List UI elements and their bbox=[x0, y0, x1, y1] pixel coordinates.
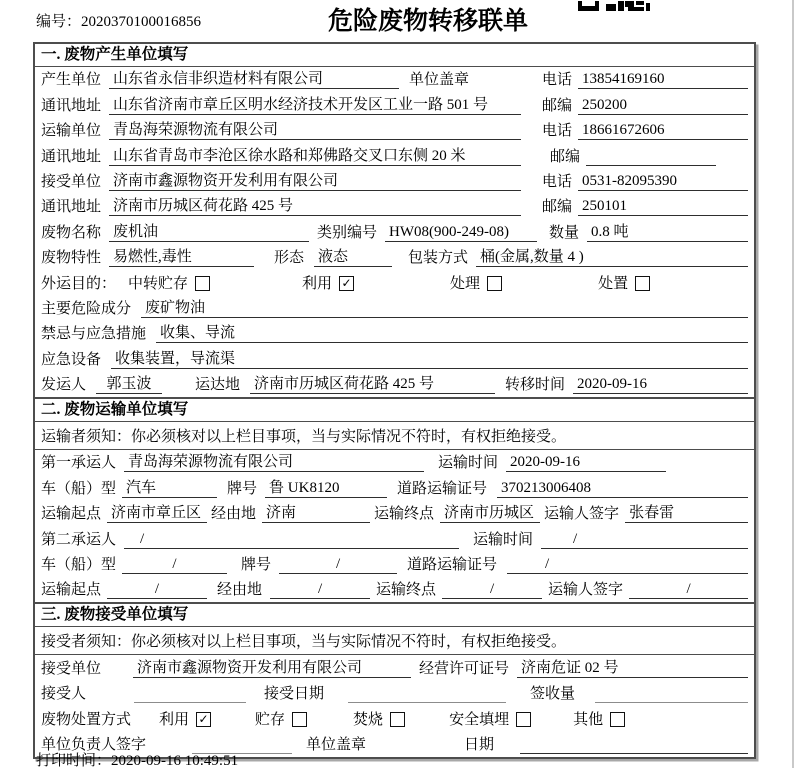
category-code-value: HW08(900-249-08) bbox=[385, 224, 537, 242]
unit-seal2-label: 单位盖章 bbox=[306, 736, 367, 753]
unit-seal-label: 单位盖章 bbox=[409, 72, 470, 89]
plate2-value: / bbox=[279, 556, 397, 574]
row-hazard-component bbox=[35, 296, 754, 321]
row-vehicle1 bbox=[35, 475, 754, 500]
plate2-label: 牌号 bbox=[241, 557, 272, 574]
end2-label: 运输终点 bbox=[376, 582, 437, 599]
emergency-equipment-label: 应急设备 bbox=[41, 351, 102, 368]
transporter-sign1-value: 张春雷 bbox=[625, 501, 748, 523]
section3-header: 三. 废物接受单位填写 bbox=[35, 602, 754, 627]
transport-time2-label: 运输时间 bbox=[473, 531, 534, 548]
waste-character-value: 易燃性,毒性 bbox=[109, 245, 254, 267]
vehicle2-type-label: 车（船）型 bbox=[41, 557, 117, 574]
purpose-dispose-label: 处置 bbox=[598, 275, 629, 292]
accept-date-value bbox=[348, 686, 506, 703]
road-license2-value: / bbox=[507, 556, 748, 574]
receiver-zip-value: 250101 bbox=[578, 198, 748, 216]
transport-time1-label: 运输时间 bbox=[438, 455, 499, 472]
transport-unit-value: 青岛海荣源物流有限公司 bbox=[109, 118, 521, 140]
carrier2-label: 第二承运人 bbox=[41, 531, 117, 548]
via1-label: 经由地 bbox=[211, 506, 257, 523]
row-transfer-purpose bbox=[35, 270, 754, 295]
category-code-label: 类别编号 bbox=[317, 224, 378, 241]
transport-unit-label: 运输单位 bbox=[41, 123, 102, 140]
waste-name-value: 废机油 bbox=[109, 220, 309, 242]
form-state-value: 液态 bbox=[314, 245, 392, 267]
doc-number bbox=[36, 10, 201, 31]
disposal-incinerate-label: 焚烧 bbox=[353, 711, 384, 728]
accept-date-label: 接受日期 bbox=[264, 686, 325, 703]
producer-label: 产生单位 bbox=[41, 72, 102, 89]
shipper-label: 发运人 bbox=[41, 377, 87, 394]
transporter-sign1-label: 运输人签字 bbox=[544, 506, 620, 523]
quantity-value: 0.8 吨 bbox=[587, 220, 748, 242]
row-accept-unit bbox=[35, 655, 754, 680]
origin2-label: 运输起点 bbox=[41, 582, 102, 599]
page-title: 危险废物转移联单 bbox=[328, 8, 529, 35]
quantity-label: 数量 bbox=[549, 224, 580, 241]
row-carrier1 bbox=[35, 450, 754, 475]
producer-zip-label: 邮编 bbox=[541, 97, 572, 114]
producer-address-value: 山东省济南市章丘区明水经济技术开发区工业一路 501 号 bbox=[109, 93, 521, 115]
road-license1-value: 370213006408 bbox=[497, 480, 748, 498]
shipper-value: 郭玉波 bbox=[96, 372, 162, 394]
purpose-utilize-checkbox: ✓ bbox=[339, 276, 354, 291]
taboo-measures-value: 收集、导流 bbox=[156, 321, 748, 343]
origin2-value: / bbox=[107, 581, 207, 599]
row-transport-unit bbox=[35, 118, 754, 143]
road-license2-label: 道路运输证号 bbox=[407, 557, 498, 574]
origin1-label: 运输起点 bbox=[41, 506, 102, 523]
permit-number-label: 经营许可证号 bbox=[419, 660, 510, 677]
disposal-store-checkbox bbox=[292, 712, 307, 727]
row-route1 bbox=[35, 501, 754, 526]
purpose-utilize-label: 利用 bbox=[302, 275, 333, 292]
accept-person-label: 接受人 bbox=[41, 686, 87, 703]
producer-value: 山东省永信非织造材料有限公司 bbox=[109, 67, 399, 89]
received-amount-value bbox=[595, 686, 748, 703]
transport-zip-value bbox=[586, 149, 716, 166]
via1-value: 济南 bbox=[262, 501, 370, 523]
form-state-label: 形态 bbox=[274, 250, 305, 267]
transport-address-value: 山东省青岛市李沧区徐水路和郑佛路交叉口东侧 20 米 bbox=[109, 144, 521, 166]
transfer-purpose-label: 外运目的： bbox=[41, 275, 117, 292]
print-time: 打印时间：2020-09-16 10:49:51 bbox=[36, 753, 239, 769]
disposal-method-label: 废物处置方式 bbox=[41, 711, 132, 728]
purpose-treat-label: 处理 bbox=[450, 275, 481, 292]
accept-unit-value: 济南市鑫源物资开发利用有限公司 bbox=[133, 656, 411, 678]
transporter-sign2-value: / bbox=[629, 581, 748, 599]
via2-label: 经由地 bbox=[217, 582, 263, 599]
producer-phone-value: 13854169160 bbox=[578, 71, 748, 89]
row-shipper bbox=[35, 372, 754, 397]
packing-value: 桶(金属,数量 4 ) bbox=[476, 245, 748, 267]
row-waste-character bbox=[35, 245, 754, 270]
seal-date-value bbox=[520, 737, 748, 754]
destination-value: 济南市历城区荷花路 425 号 bbox=[250, 372, 495, 394]
carrier2-value: / bbox=[124, 531, 459, 549]
row-taboo-measures bbox=[35, 321, 754, 346]
transport-zip-label: 邮编 bbox=[549, 148, 580, 165]
row-accept-person bbox=[35, 681, 754, 706]
receiver-phone-value: 0531-82095390 bbox=[578, 173, 748, 191]
road-license1-label: 道路运输证号 bbox=[397, 480, 488, 497]
transfer-date-label: 转移时间 bbox=[505, 377, 566, 394]
row-waste-name bbox=[35, 219, 754, 244]
page-edge-line bbox=[792, 0, 794, 768]
purpose-transfer-storage-checkbox bbox=[195, 276, 210, 291]
disposal-store-label: 贮存 bbox=[255, 711, 286, 728]
row-producer-address bbox=[35, 92, 754, 117]
disposal-landfill-label: 安全填埋 bbox=[449, 711, 510, 728]
row-disposal-method bbox=[35, 706, 754, 731]
carrier1-label: 第一承运人 bbox=[41, 455, 117, 472]
transport-time2-value: / bbox=[541, 531, 748, 549]
waste-name-label: 废物名称 bbox=[41, 224, 102, 241]
disposal-utilize-checkbox: ✓ bbox=[196, 712, 211, 727]
taboo-measures-label: 禁忌与应急措施 bbox=[41, 326, 147, 343]
receiver-notice: 接受者须知：你必须核对以上栏目事项，当与实际情况不符时，有权拒绝接受。 bbox=[35, 627, 754, 655]
disposal-other-checkbox bbox=[610, 712, 625, 727]
received-amount-label: 签收量 bbox=[530, 686, 576, 703]
row-receiver-address bbox=[35, 194, 754, 219]
row-transport-address bbox=[35, 143, 754, 168]
doc-number-label: 编号： bbox=[36, 14, 82, 30]
receiver-unit-label: 接受单位 bbox=[41, 173, 102, 190]
receiver-phone-label: 电话 bbox=[541, 173, 572, 190]
plate1-label: 牌号 bbox=[227, 480, 258, 497]
destination-label: 运达地 bbox=[195, 377, 241, 394]
transport-phone-value: 18661672606 bbox=[578, 122, 748, 140]
receiver-zip-label: 邮编 bbox=[541, 199, 572, 216]
plate1-value: 鲁 UK8120 bbox=[265, 476, 387, 498]
manifest-form bbox=[33, 42, 756, 759]
section1-header: 一. 废物产生单位填写 bbox=[35, 44, 754, 67]
receiver-unit-value: 济南市鑫源物资开发利用有限公司 bbox=[109, 169, 521, 191]
seal-date-label: 日期 bbox=[464, 736, 495, 753]
producer-phone-label: 电话 bbox=[541, 72, 572, 89]
row-producer bbox=[35, 67, 754, 92]
producer-address-label: 通讯地址 bbox=[41, 97, 102, 114]
section2-header: 二. 废物运输单位填写 bbox=[35, 397, 754, 422]
origin1-value: 济南市章丘区 bbox=[107, 501, 207, 523]
row-emergency-equipment bbox=[35, 346, 754, 371]
transporter-sign2-label: 运输人签字 bbox=[548, 582, 624, 599]
transport-phone-label: 电话 bbox=[541, 123, 572, 140]
emergency-equipment-value: 收集装置，导流渠 bbox=[111, 347, 748, 369]
row-carrier2 bbox=[35, 526, 754, 551]
disposal-other-label: 其他 bbox=[573, 711, 604, 728]
vehicle1-type-value: 汽车 bbox=[122, 476, 217, 498]
carrier1-value: 青岛海荣源物流有限公司 bbox=[124, 450, 424, 472]
end2-value: / bbox=[442, 581, 542, 599]
purpose-dispose-checkbox bbox=[635, 276, 650, 291]
hazard-component-value: 废矿物油 bbox=[141, 296, 748, 318]
row-receiver-unit bbox=[35, 169, 754, 194]
disposal-landfill-checkbox bbox=[516, 712, 531, 727]
waste-character-label: 废物特性 bbox=[41, 250, 102, 267]
vehicle1-type-label: 车（船）型 bbox=[41, 480, 117, 497]
vehicle2-type-value: / bbox=[122, 556, 227, 574]
responsible-sign-label: 单位负责人签字 bbox=[41, 736, 147, 753]
receiver-address-label: 通讯地址 bbox=[41, 199, 102, 216]
disposal-utilize-label: 利用 bbox=[159, 711, 190, 728]
qr-code-icon bbox=[578, 0, 650, 17]
via2-value: / bbox=[270, 581, 370, 599]
purpose-treat-checkbox bbox=[487, 276, 502, 291]
transport-address-label: 通讯地址 bbox=[41, 148, 102, 165]
purpose-transfer-storage-label: 中转贮存 bbox=[128, 275, 189, 292]
accept-person-value bbox=[134, 686, 246, 703]
doc-number-value: 2020370100016856 bbox=[81, 14, 202, 30]
end1-label: 运输终点 bbox=[374, 506, 435, 523]
receiver-address-value: 济南市历城区荷花路 425 号 bbox=[109, 194, 521, 216]
permit-number-value: 济南危证 02 号 bbox=[517, 656, 748, 678]
row-route2 bbox=[35, 577, 754, 602]
transporter-notice: 运输者须知：你必须核对以上栏目事项，当与实际情况不符时，有权拒绝接受。 bbox=[35, 422, 754, 450]
qr-code-partial-icon bbox=[578, 1, 650, 12]
transport-time1-value: 2020-09-16 bbox=[506, 454, 666, 472]
accept-unit-label: 接受单位 bbox=[41, 660, 102, 677]
producer-zip-value: 250200 bbox=[578, 97, 748, 115]
row-vehicle2 bbox=[35, 552, 754, 577]
packing-label: 包装方式 bbox=[408, 250, 469, 267]
disposal-incinerate-checkbox bbox=[390, 712, 405, 727]
hazard-component-label: 主要危险成分 bbox=[41, 300, 132, 317]
end1-value: 济南市历城区 bbox=[440, 501, 540, 523]
transfer-date-value: 2020-09-16 bbox=[573, 376, 748, 394]
